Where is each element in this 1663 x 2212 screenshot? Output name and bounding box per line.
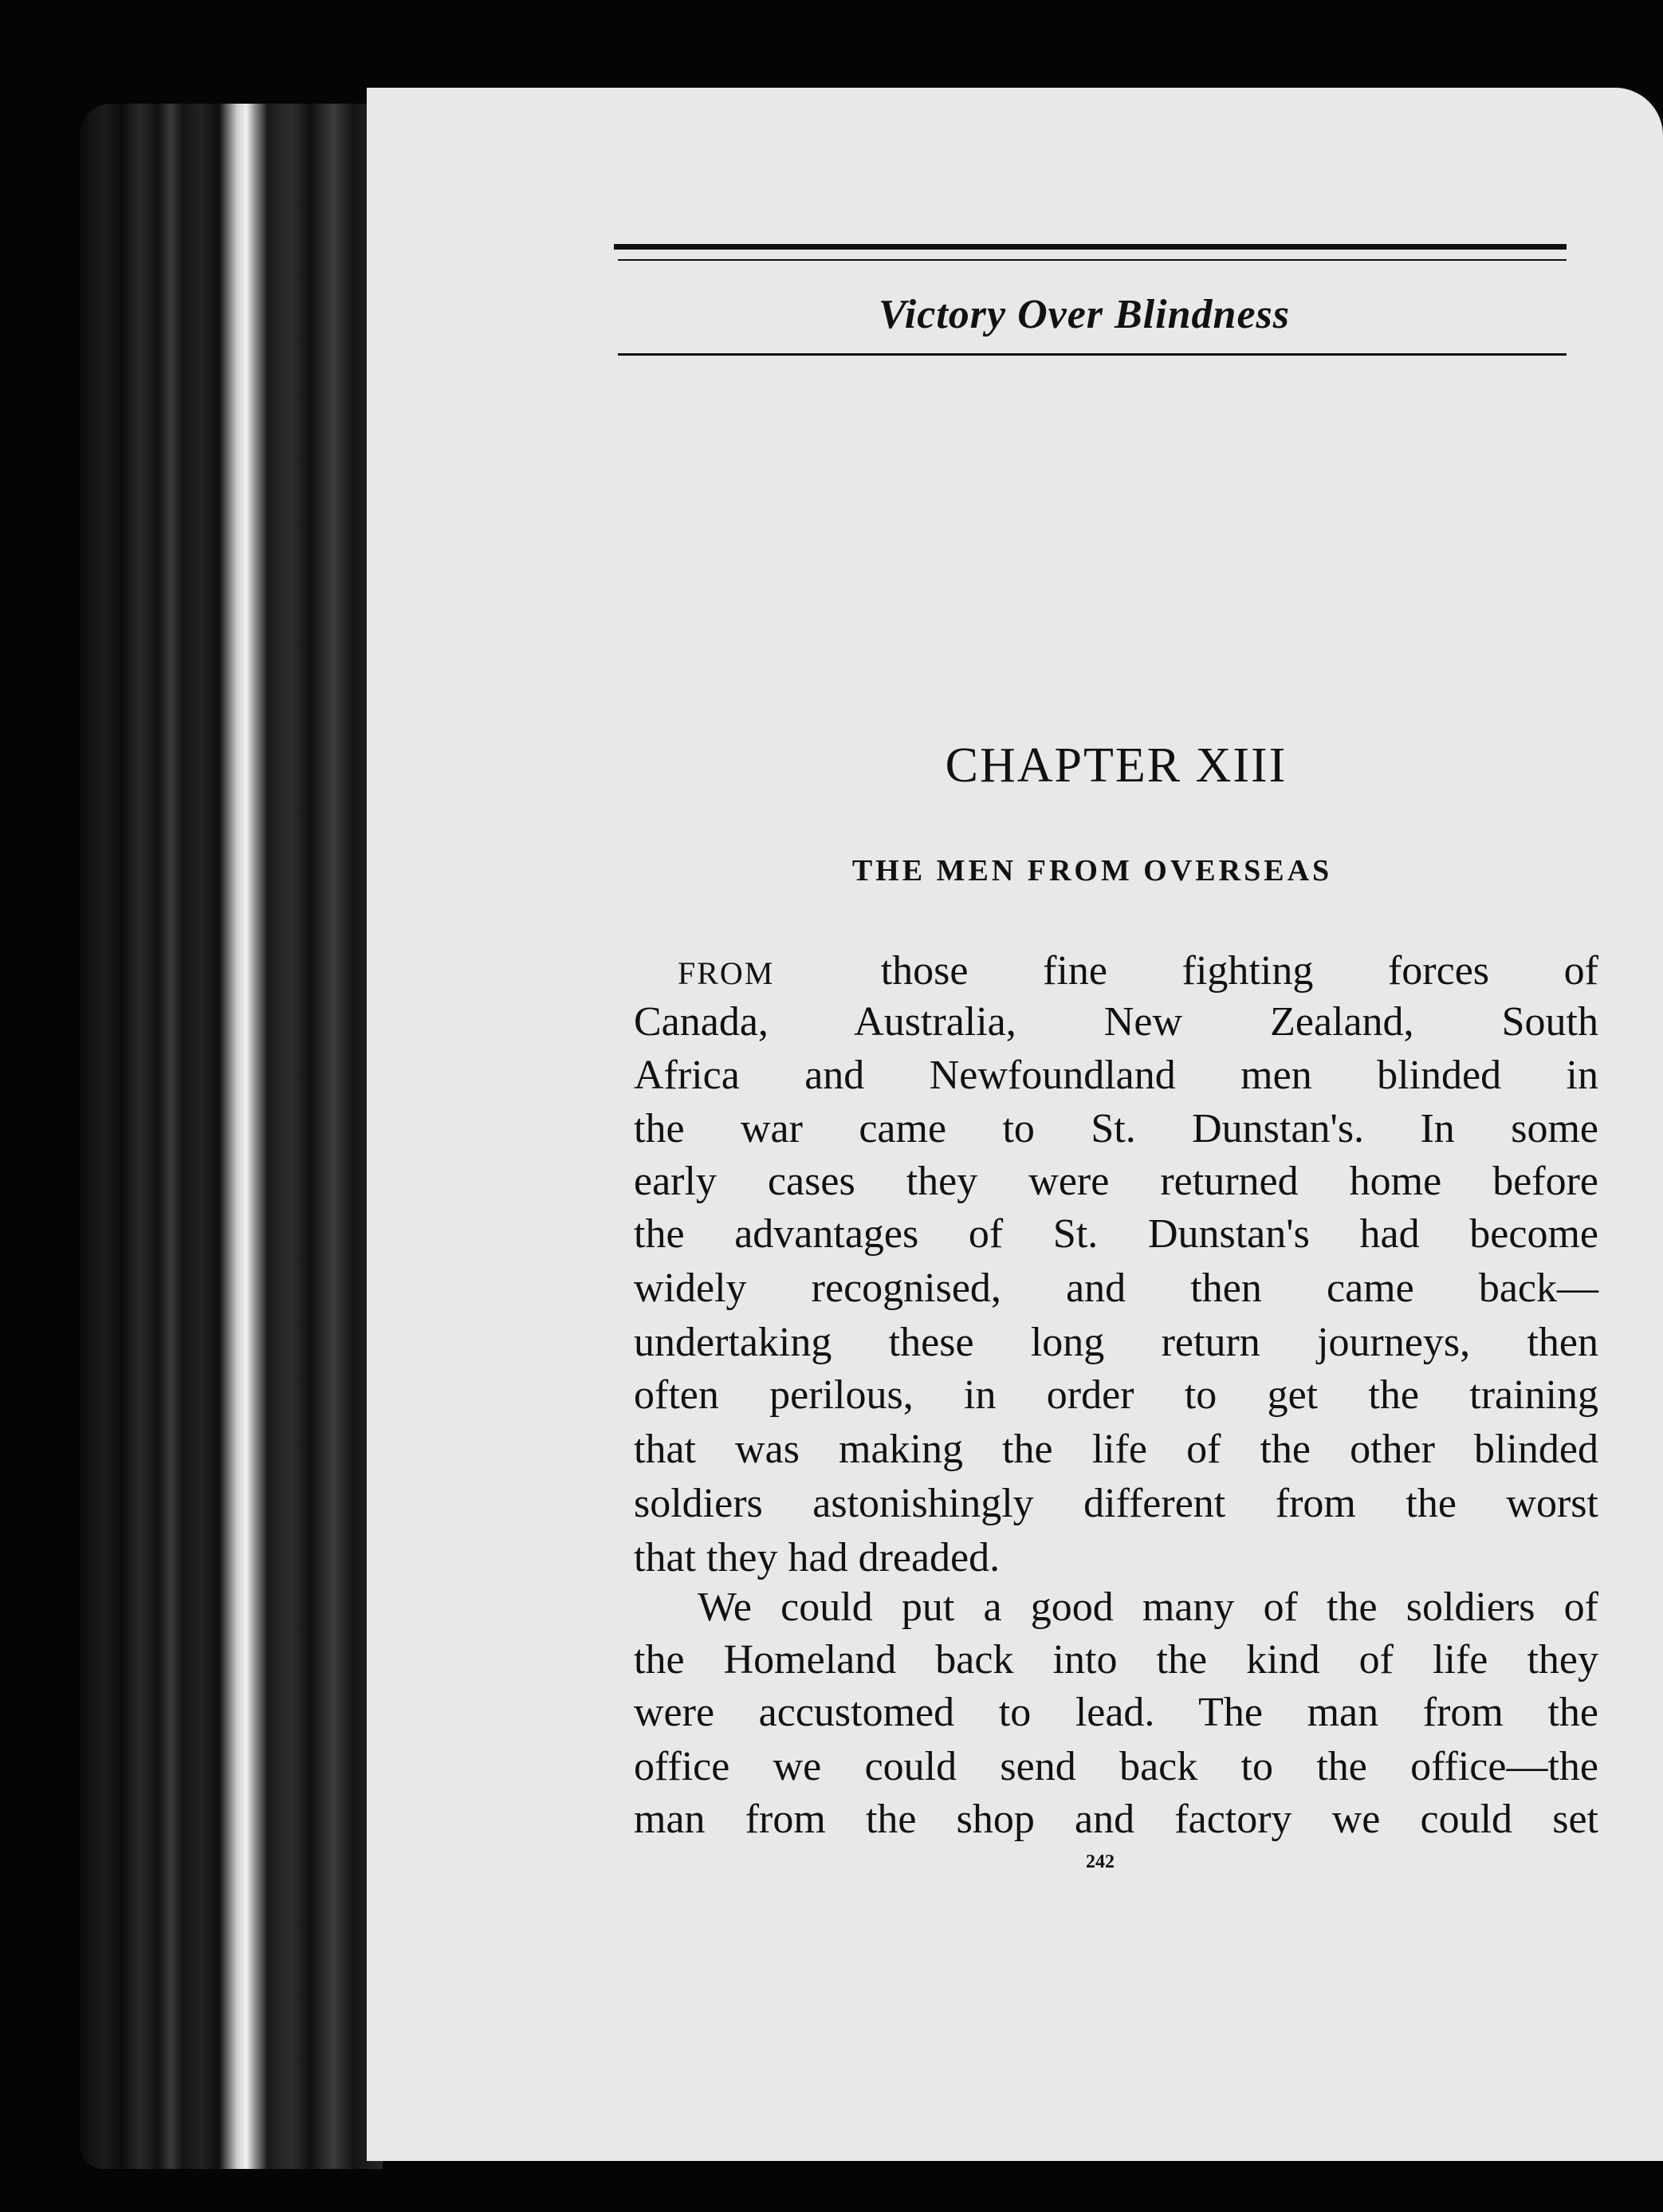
book-spine-edge xyxy=(80,104,383,2169)
text-line: that was making the life of the other blinded xyxy=(634,1427,1598,1472)
header-rule-thin xyxy=(618,259,1567,261)
text-line: Canada, Australia, New Zealand, South xyxy=(634,999,1598,1045)
text-line: soldiers astonishingly different from the worst xyxy=(634,1481,1598,1526)
text-line: Africa and Newfoundland men blinded in xyxy=(634,1053,1598,1098)
text-line: that they had dreaded. xyxy=(634,1535,1001,1580)
text-line xyxy=(678,948,1599,994)
text-line: the war came to St. Dunstan's. In some xyxy=(634,1106,1598,1151)
header-rule-thick xyxy=(614,244,1567,250)
dropcap-word: FROM xyxy=(678,955,775,991)
text-line: the advantages of St. Dunstan's had become xyxy=(634,1211,1598,1257)
text-line: early cases they were returned home before xyxy=(634,1159,1598,1204)
text-line: undertaking these long return journeys, then xyxy=(634,1320,1598,1365)
chapter-subtitle: THE MEN FROM OVERSEAS xyxy=(851,854,1333,888)
text-line: man from the shop and factory we could set xyxy=(634,1797,1598,1842)
page-number: 242 xyxy=(1086,1852,1115,1872)
chapter-title: CHAPTER XIII xyxy=(945,738,1288,793)
text-line: widely recognised, and then came back— xyxy=(634,1265,1598,1311)
text-line: often perilous, in order to get the training xyxy=(634,1372,1598,1418)
text-line: the Homeland back into the kind of life they xyxy=(634,1637,1598,1683)
header-rule-bottom xyxy=(618,353,1567,356)
text-line: We could put a good many of the soldiers of xyxy=(698,1584,1598,1630)
text-line: were accustomed to lead. The man from the xyxy=(634,1690,1598,1735)
first-line-text: those fine fighting forces of xyxy=(880,948,1599,994)
text-line: office we could send back to the office—the xyxy=(634,1744,1598,1789)
running-head: Victory Over Blindness xyxy=(878,292,1291,337)
